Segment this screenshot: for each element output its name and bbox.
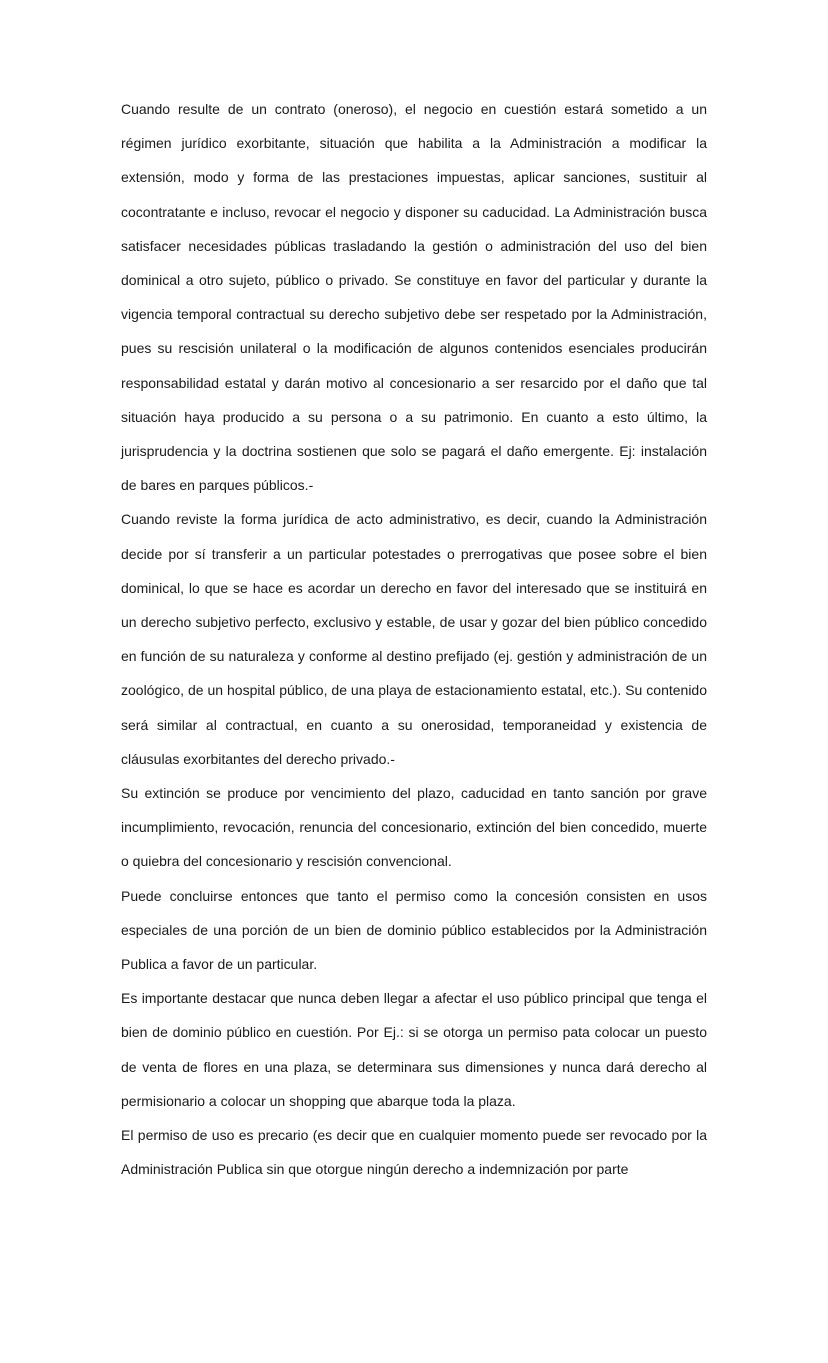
paragraph-precarious-permit: El permiso de uso es precario (es decir que en cualquier momento puede ser revocado por la Administración Publica sin que otorgue ningún derecho a indemnización por parte (121, 1127, 707, 1178)
paragraph-contract: Cuando resulte de un contrato (oneroso), el negocio en cuestión estará sometido a un régimen jurídico exorbitante, situación que habilita a la Administración a modificar la extensión, modo y forma de las prestaciones impuestas, aplicar sanciones, sustituir al cocontratante e incluso, revocar el negocio y disponer su caducidad. La Administración busca satisfacer necesidades públicas trasladando la gestión o administración del uso del bien dominical a otro sujeto, público o privado. Se constituye en favor del particular y durante la vigencia temporal contractual su derecho subjetivo debe ser respetado por la Administración, pues su rescisión unilateral o la modificación de algunos contenidos esenciales producirán responsabilidad estatal y darán motivo al concesionario a ser resarcido por el daño que tal situación haya producido a su persona o a su patrimonio. En cuanto a esto último, la jurisprudencia y la doctrina sostienen que solo se pagará el daño emergente. Ej: instalación de bares en parques públicos.- (121, 101, 707, 494)
paragraph-administrative-act: Cuando reviste la forma jurídica de acto administrativo, es decir, cuando la Administración decide por sí transferir a un particular potestades o prerrogativas que posee sobre el bien dominical, lo que se hace es acordar un derecho en favor del interesado que se instituirá en un derecho subjetivo perfecto, exclusivo y estable, de usar y gozar del bien público concedido en función de su naturaleza y conforme al destino prefijado (ej. gestión y administración de un zoológico, de un hospital público, de una playa de estacionamiento estatal, etc.). Su contenido será similar al contractual, en cuanto a su onerosidad, temporaneidad y existencia de cláusulas exorbitantes del derecho privado.- (121, 511, 707, 767)
paragraph-conclusion: Puede concluirse entonces que tanto el permiso como la concesión consisten en usos especiales de una porción de un bien de dominio público establecidos por la Administración Publica a favor de un particular. (121, 887, 707, 973)
document-body (121, 92, 707, 1187)
paragraph-public-use: Es importante destacar que nunca deben llegar a afectar el uso público principal que tenga el bien de dominio público en cuestión. Por Ej.: si se otorga un permiso pata colocar un puesto de venta de flores en una plaza, se determinara sus dimensiones y nunca dará derecho al permisionario a colocar un shopping que abarque toda la plaza. (121, 990, 707, 1109)
paragraph-extinction: Su extinción se produce por vencimiento del plazo, caducidad en tanto sanción por grave incumplimiento, revocación, renuncia del concesionario, extinción del bien concedido, muerte o quiebra del concesionario y rescisión convencional. (121, 785, 707, 870)
